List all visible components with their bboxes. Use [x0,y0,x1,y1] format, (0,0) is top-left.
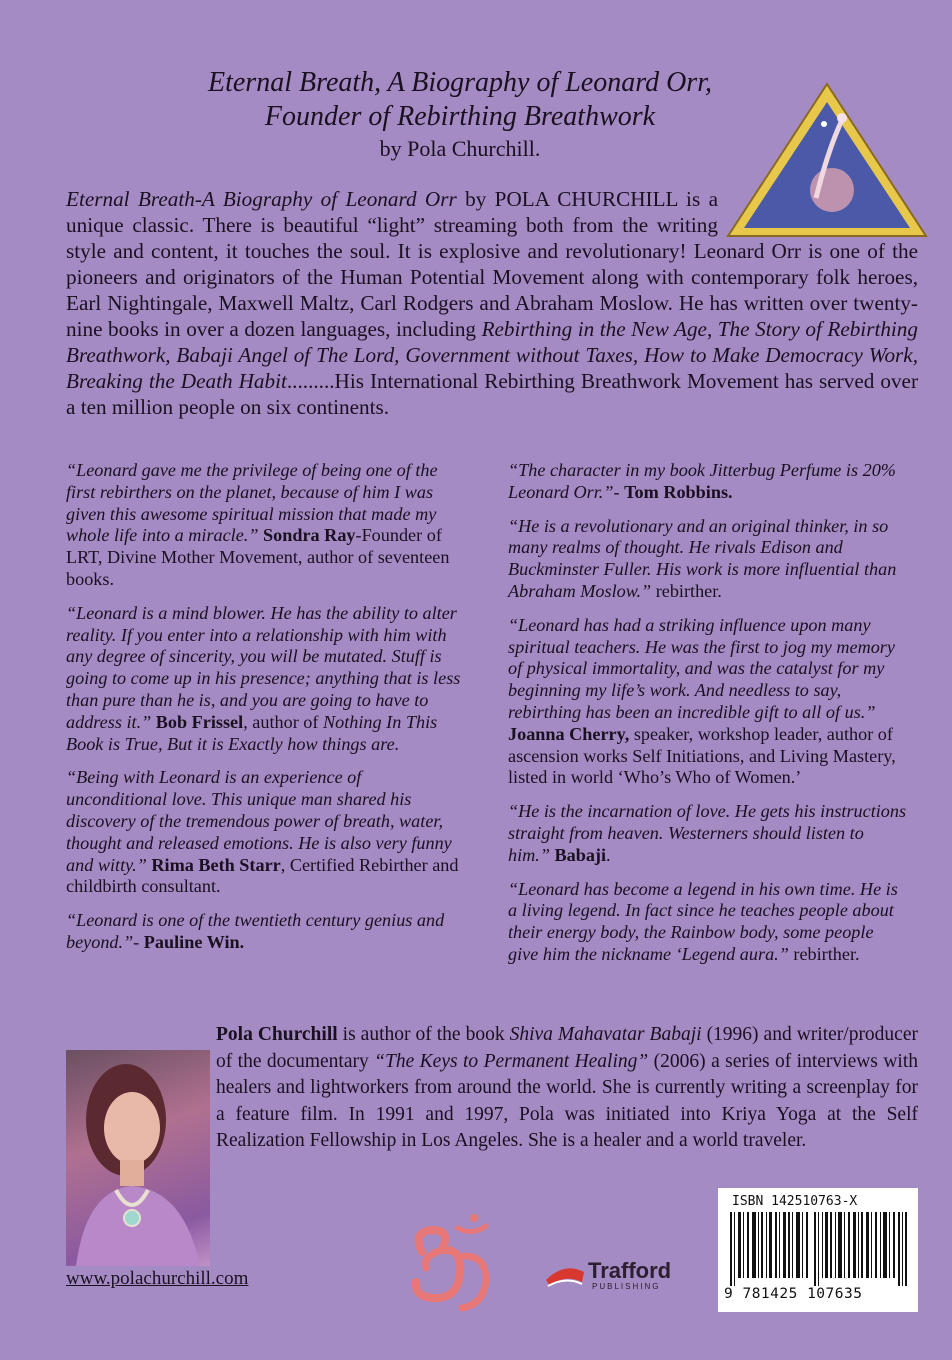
quote-pauline-win: “Leonard is one of the twentieth century genius and beyond.”- Pauline Win. [66,910,445,952]
quotes-left-column [66,460,466,966]
intro-paragraph [66,186,918,420]
quote-bob-frissel: “Leonard is a mind blower. He has the ability to alter reality. If you enter into a relationship with him with any degree of sincerity, you will be mutated. Stuff is going to come up in his presence; anything that is less than pure than he is, and you are going to have to address it.” Bob Frissel, author of Nothing In This Book is True, But it is Exactly how things are. [66,602,461,754]
bio-book-title: Shiva Mahavatar Babaji [509,1024,702,1045]
publisher-subtitle: PUBLISHING [592,1282,661,1291]
quotes-right-column [508,460,908,978]
quote-tom-robbins: “The character in my book Jitterbug Perfume is 20% Leonard Orr.”- Tom Robbins. [508,460,896,502]
book-title-line-2: Founder of Rebirthing Breathwork [264,101,656,132]
quote-sondra-ray: “Leonard gave me the privilege of being one of the first rebirthers on the planet, because of him I was given this awesome spiritual mission that made my whole life into a miracle.” Sondra Ray-Founder of LRT, Divine Mother Movement, author of seventeen books. [66,460,450,589]
quote-joanna-cherry: “Leonard has had a striking influence upon many spiritual teachers. He was the first to jog my memory of physical immortality, and was the catalyst for my beginning my life’s work. And needless to say, rebirthing has been an incredible gift to all of us.” Joanna Cherry, speaker, workshop leader, author of ascension works Self Initiations, and Living Mastery, listed in world ‘Who’s Who of Women.’ [508,614,896,788]
quote-revolutionary-thinker: “He is a revolutionary and an original thinker, in so many realms of thought. He rivals Edison and Buckminster Fuller. His work is more influential than Abraham Moslow.” rebirther. [508,515,897,601]
website-link[interactable]: www.polachurchill.com [66,1268,249,1289]
bio-documentary-title: “The Keys to Permanent Healing” [374,1050,649,1072]
quote-babaji: “He is the incarnation of love. He gets his instructions straight from heaven. Westerners should listen to him.” Babaji. [508,801,907,865]
intro-text-2: .........His International Rebirthing Breathwork Movement has served over a ten million people on six continents. [66,369,918,419]
intro-title-italic: Eternal Breath-A Biography of Leonard Orr [66,187,457,211]
quote-legend-aura: “Leonard has become a legend in his own time. He is a living legend. In fact since he teaches people about their energy body, the Rainbow body, some people give him the nickname ‘Legend aura.” rebirther. [508,878,898,964]
isbn-label: ISBN 142510763-X [732,1194,858,1209]
title-block [150,66,770,164]
quote-rima-beth-starr: “Being with Leonard is an experience of unconditional love. This unique man shared his discovery of the tremendous power of breath, water, thought and released emotions. He is also very funny and witty.” Rima Beth Starr, Certified Rebirther and childbirth consultant. [66,767,459,897]
om-symbol-icon [402,1212,494,1314]
barcode-bars [730,1212,908,1286]
intro-text-1: by POLA CHURCHILL is a unique classic. There is beautiful “light” streaming both from the writing style and content, it touches the soul. It is explosive and revolutionary! Leonard Orr is one of the pioneers and originators of the Human Potential Movement along with contemporary folk heroes, Earl Nightingale, Maxwell Maltz, Carl Rodgers and Abraham Moslow. He has written over twenty-nine books in over a dozen languages, including [66,187,918,341]
author-bio: Pola Churchill is author of the book Shiva Mahavatar Babaji (1996) and writer/producer of the documentary “The Keys to Permanent Healing” (2006) a series of interviews with healers and lightworkers from around the world. She is currently writing a screenplay for a feature film. In 1991 and 1997, Pola was initiated into Kriya Yoga at the Self Realization Fellowship in Los Angeles. She is a healer and a world traveler. [216,1024,918,1151]
bio-author-name: Pola Churchill [216,1024,338,1045]
isbn-barcode [718,1188,918,1312]
book-title-line-1: Eternal Breath, A Biography of Leonard Orr, [208,67,712,98]
barcode-digits: 9 781425 107635 [724,1286,863,1302]
publisher-name: Trafford [588,1258,672,1283]
author-byline: by Pola Churchill. [379,136,541,161]
intro-book-list: Rebirthing in the New Age, The Story of Rebirthing Breathwork, Babaji Angel of The Lord, Government without Taxes, How to Make Democracy Work, Breaking the Death Habit [66,317,918,393]
